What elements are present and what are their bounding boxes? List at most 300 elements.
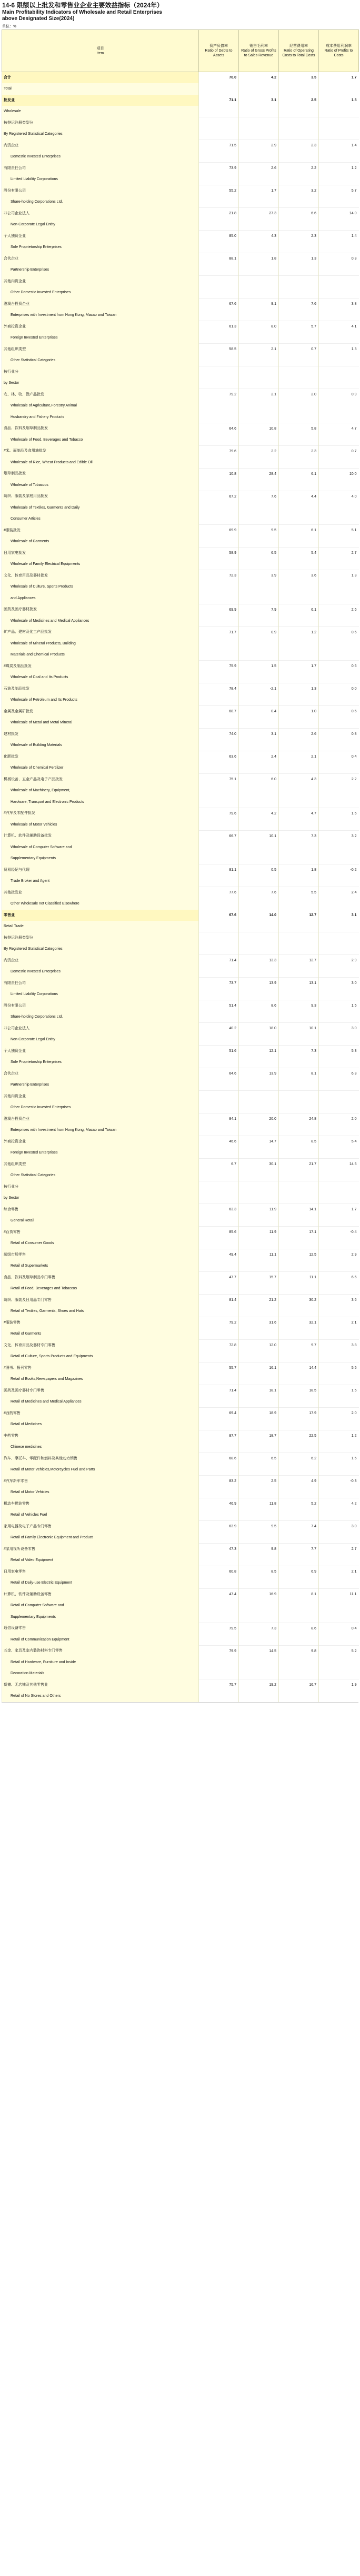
row-label-en: Supplementary Equipments	[2, 1612, 199, 1623]
row-label-en: Retail of Medicines	[2, 1419, 199, 1430]
profit-to-costs-cell	[319, 1328, 359, 1340]
operating-costs-cell	[279, 276, 319, 287]
header-row	[2, 30, 359, 72]
row-label-en: Decoration Materials	[2, 1668, 199, 1679]
profit-to-costs-cell: 3.8	[319, 1340, 359, 1351]
table-row-english-label	[2, 989, 359, 1000]
debt-ratio-cell	[199, 1657, 239, 1668]
operating-costs-cell	[279, 196, 319, 208]
debt-ratio-cell	[199, 1634, 239, 1646]
debt-ratio-cell	[199, 1238, 239, 1249]
table-row	[2, 423, 359, 434]
profit-to-costs-cell: 2.0	[319, 1408, 359, 1419]
row-label-cn: 股份有限公司	[2, 185, 199, 197]
profit-to-costs-cell: 0.9	[319, 389, 359, 401]
table-row-english-label	[2, 898, 359, 910]
row-label-cn: 外商投资企业	[2, 321, 199, 333]
operating-costs-cell	[279, 1306, 319, 1317]
table-row	[2, 231, 359, 242]
row-label-cn: 计算机、软件及辅助设备零售	[2, 1589, 199, 1600]
debt-ratio-cell	[199, 649, 239, 661]
debt-ratio-cell: 61.3	[199, 321, 239, 333]
gross-profit-cell: 21.2	[239, 1295, 279, 1306]
table-row-english-label	[2, 785, 359, 797]
profit-to-costs-cell: 1.7	[319, 72, 359, 84]
operating-costs-cell	[279, 1079, 319, 1091]
gross-profit-cell	[239, 174, 279, 185]
profit-to-costs-cell	[319, 1351, 359, 1362]
table-row-english-label	[2, 1283, 359, 1295]
debt-ratio-cell	[199, 1260, 239, 1272]
table-row-english-label	[2, 1170, 359, 1181]
profit-to-costs-cell	[319, 1192, 359, 1204]
gross-profit-cell	[239, 898, 279, 910]
gross-profit-cell	[239, 1487, 279, 1498]
profit-to-costs-cell: 3.0	[319, 1521, 359, 1533]
gross-profit-cell: 2.1	[239, 344, 279, 355]
debt-ratio-cell	[199, 1034, 239, 1046]
profit-to-costs-cell	[319, 128, 359, 140]
profit-to-costs-cell	[319, 536, 359, 548]
operating-costs-cell	[279, 434, 319, 446]
profit-to-costs-cell: 14.6	[319, 1159, 359, 1170]
gross-profit-cell: 19.2	[239, 1679, 279, 1691]
debt-ratio-cell: 63.9	[199, 1521, 239, 1533]
table-row	[2, 140, 359, 152]
profitability-table	[2, 29, 359, 1702]
table-row-english-label	[2, 264, 359, 276]
gross-profit-cell: 4.3	[239, 231, 279, 242]
gross-profit-cell	[239, 128, 279, 140]
operating-costs-cell	[279, 355, 319, 366]
profit-to-costs-cell: 5.1	[319, 525, 359, 536]
gross-profit-cell	[239, 1215, 279, 1227]
profit-to-costs-cell	[319, 819, 359, 831]
gross-profit-cell: 3.9	[239, 570, 279, 582]
debt-ratio-cell	[199, 898, 239, 910]
gross-profit-cell	[239, 1532, 279, 1544]
row-label-cn: 矿产品、建材及化工产品批发	[2, 626, 199, 638]
row-label-cn: 港澳台投资企业	[2, 1113, 199, 1125]
operating-costs-cell	[279, 151, 319, 163]
gross-profit-cell	[239, 615, 279, 627]
operating-costs-cell: 7.3	[279, 830, 319, 842]
gross-profit-cell	[239, 966, 279, 978]
header-gross-profit	[239, 30, 279, 72]
debt-ratio-cell: 75.9	[199, 661, 239, 672]
debt-ratio-cell: 78.4	[199, 683, 239, 695]
profit-to-costs-cell: 3.2	[319, 830, 359, 842]
row-label-en: Domestic Invested Enterprises	[2, 966, 199, 978]
row-label-en: Retail of Communication Equipment	[2, 1634, 199, 1646]
operating-costs-cell	[279, 219, 319, 231]
gross-profit-cell: 18.0	[239, 1023, 279, 1035]
profit-to-costs-cell	[319, 276, 359, 287]
row-label-en: By Registered Statistical Categories	[2, 943, 199, 955]
gross-profit-cell: 10.8	[239, 423, 279, 434]
row-label-en: Sole Proprietorship Enterprises	[2, 1057, 199, 1068]
profit-to-costs-cell	[319, 1011, 359, 1023]
debt-ratio-cell	[199, 457, 239, 469]
profit-to-costs-cell: -0.4	[319, 1227, 359, 1238]
row-label-en: Trade Broker and Agent	[2, 876, 199, 887]
debt-ratio-cell: 77.6	[199, 887, 239, 899]
debt-ratio-cell: 72.8	[199, 1340, 239, 1351]
gross-profit-cell	[239, 1102, 279, 1113]
operating-costs-cell: 11.1	[279, 1272, 319, 1284]
profit-to-costs-cell	[319, 1091, 359, 1102]
gross-profit-cell	[239, 672, 279, 683]
debt-ratio-cell	[199, 502, 239, 514]
table-row-english-label	[2, 1306, 359, 1317]
row-label-cn: 中药零售	[2, 1430, 199, 1442]
table-row	[2, 683, 359, 695]
table-row-english-label	[2, 1238, 359, 1249]
profit-to-costs-cell	[319, 355, 359, 366]
table-row-english-label	[2, 1034, 359, 1046]
debt-ratio-cell: 40.2	[199, 1023, 239, 1035]
debt-ratio-cell	[199, 1396, 239, 1408]
profit-to-costs-cell: 0.7	[319, 445, 359, 457]
debt-ratio-cell: 55.7	[199, 1362, 239, 1374]
operating-costs-cell: 21.7	[279, 1159, 319, 1170]
table-row-english-label	[2, 1079, 359, 1091]
row-label-cn: 港澳台投资企业	[2, 299, 199, 310]
table-row	[2, 570, 359, 582]
debt-ratio-cell	[199, 921, 239, 932]
profit-to-costs-cell	[319, 196, 359, 208]
debt-ratio-cell	[199, 242, 239, 253]
operating-costs-cell: 1.8	[279, 864, 319, 876]
debt-ratio-cell	[199, 1487, 239, 1498]
row-label-cn: 食品、饮料及烟草制品批发	[2, 423, 199, 434]
table-row-english-label	[2, 242, 359, 253]
operating-costs-cell	[279, 1464, 319, 1476]
header-debt-ratio-en: Ratio of Debts to Assets	[205, 49, 233, 57]
debt-ratio-cell	[199, 819, 239, 831]
table-row	[2, 344, 359, 355]
gross-profit-cell	[239, 536, 279, 548]
row-label-en: Other Wholesale not Classified Elsewhere	[2, 898, 199, 910]
gross-profit-cell	[239, 1125, 279, 1136]
gross-profit-cell	[239, 1192, 279, 1204]
profit-to-costs-cell: 0.6	[319, 626, 359, 638]
debt-ratio-cell: 46.9	[199, 1498, 239, 1510]
gross-profit-cell: 9.1	[239, 299, 279, 310]
gross-profit-cell	[239, 151, 279, 163]
gross-profit-cell	[239, 366, 279, 378]
operating-costs-cell: 1.0	[279, 706, 319, 718]
debt-ratio-cell	[199, 797, 239, 808]
profit-to-costs-cell	[319, 1283, 359, 1295]
gross-profit-cell	[239, 1079, 279, 1091]
row-label-en: Supplementary Equipments	[2, 853, 199, 864]
header-item-cn: 项目	[96, 46, 104, 51]
operating-costs-cell	[279, 1657, 319, 1668]
row-label-en: Wholesale of Metal and Metal Mineral	[2, 717, 199, 729]
debt-ratio-cell	[199, 1419, 239, 1430]
table-row-english-label	[2, 513, 359, 525]
profit-to-costs-cell	[319, 412, 359, 423]
operating-costs-cell: 5.4	[279, 548, 319, 559]
gross-profit-cell	[239, 1577, 279, 1589]
operating-costs-cell: 5.8	[279, 423, 319, 434]
table-row	[2, 548, 359, 559]
profit-to-costs-cell	[319, 717, 359, 729]
gross-profit-cell	[239, 412, 279, 423]
gross-profit-cell: 13.3	[239, 955, 279, 967]
gross-profit-cell	[239, 943, 279, 955]
profit-to-costs-cell	[319, 1657, 359, 1668]
row-label-cn: 化肥批发	[2, 751, 199, 763]
profit-to-costs-cell	[319, 1125, 359, 1136]
operating-costs-cell	[279, 1419, 319, 1430]
header-profit-to-costs-cn: 成本费用利润率	[326, 44, 352, 48]
profit-to-costs-cell: 2.9	[319, 955, 359, 967]
debt-ratio-cell: 60.8	[199, 1566, 239, 1578]
operating-costs-cell	[279, 1690, 319, 1702]
operating-costs-cell: 2.6	[279, 729, 319, 740]
operating-costs-cell: 7.6	[279, 299, 319, 310]
operating-costs-cell: 13.1	[279, 978, 319, 989]
gross-profit-cell: 13.9	[239, 978, 279, 989]
table-row-english-label	[2, 1351, 359, 1362]
operating-costs-cell	[279, 966, 319, 978]
gross-profit-cell	[239, 1034, 279, 1046]
gross-profit-cell	[239, 797, 279, 808]
table-row-english-label	[2, 1260, 359, 1272]
row-label-en: Retail of Motor Vehicles	[2, 1487, 199, 1498]
operating-costs-cell	[279, 762, 319, 774]
operating-costs-cell	[279, 1147, 319, 1159]
operating-costs-cell: 6.1	[279, 525, 319, 536]
profit-to-costs-cell	[319, 1170, 359, 1181]
gross-profit-cell: 1.5	[239, 661, 279, 672]
table-row	[2, 1295, 359, 1306]
gross-profit-cell	[239, 1612, 279, 1623]
table-row	[2, 366, 359, 378]
header-gross-profit-en: Ratio of Gross Profits to Sales Revenue	[241, 49, 276, 57]
table-row-english-label	[2, 966, 359, 978]
debt-ratio-cell	[199, 943, 239, 955]
debt-ratio-cell: 66.7	[199, 830, 239, 842]
table-row	[2, 1000, 359, 1012]
table-row-english-label	[2, 1147, 359, 1159]
profit-to-costs-cell	[319, 559, 359, 570]
profit-to-costs-cell	[319, 1532, 359, 1544]
header-gross-profit-cn: 销售毛利率	[249, 44, 268, 48]
debt-ratio-cell: 51.4	[199, 1000, 239, 1012]
operating-costs-cell	[279, 412, 319, 423]
profit-to-costs-cell: 0.8	[319, 729, 359, 740]
operating-costs-cell	[279, 1487, 319, 1498]
gross-profit-cell	[239, 242, 279, 253]
operating-costs-cell: 12.7	[279, 910, 319, 921]
gross-profit-cell	[239, 276, 279, 287]
debt-ratio-cell	[199, 1079, 239, 1091]
profit-to-costs-cell: 1.5	[319, 1000, 359, 1012]
row-label-cn: 汽车、摩托车、零配件和燃料及其他动力销售	[2, 1453, 199, 1465]
operating-costs-cell	[279, 1215, 319, 1227]
gross-profit-cell	[239, 638, 279, 650]
table-row-english-label	[2, 1419, 359, 1430]
debt-ratio-cell	[199, 412, 239, 423]
table-row-english-label	[2, 1464, 359, 1476]
row-label-en: Retail of Consumer Goods	[2, 1238, 199, 1249]
row-label-en: Retail of Books,Newspapers and Magazines	[2, 1374, 199, 1385]
row-label-cn: 内资企业	[2, 140, 199, 152]
header-operating-costs-cn: 经营费用率	[289, 44, 308, 48]
row-label-en: Enterprises with Investment from Hong Kong, Macao and Taiwan	[2, 310, 199, 321]
profit-to-costs-cell	[319, 1238, 359, 1249]
profit-to-costs-cell	[319, 174, 359, 185]
table-row-english-label	[2, 638, 359, 650]
profit-to-costs-cell	[319, 242, 359, 253]
operating-costs-cell	[279, 1283, 319, 1295]
profit-to-costs-cell: 1.6	[319, 1453, 359, 1465]
operating-costs-cell	[279, 876, 319, 887]
operating-costs-cell: 14.1	[279, 1204, 319, 1216]
table-body	[2, 72, 359, 1702]
gross-profit-cell	[239, 1419, 279, 1430]
debt-ratio-cell	[199, 717, 239, 729]
table-row-english-label	[2, 1396, 359, 1408]
operating-costs-cell	[279, 1238, 319, 1249]
row-label-en: Retail of Video Equipment	[2, 1555, 199, 1566]
debt-ratio-cell: 71.1	[199, 95, 239, 106]
gross-profit-cell	[239, 1464, 279, 1476]
table-row-english-label	[2, 196, 359, 208]
row-label-cn: 机械设备、五金产品及电子产品批发	[2, 774, 199, 785]
row-label-cn: 非公司企业法人	[2, 208, 199, 220]
profit-to-costs-cell	[319, 842, 359, 853]
gross-profit-cell: 8.5	[239, 1566, 279, 1578]
operating-costs-cell	[279, 785, 319, 797]
row-label-cn: 日用家电批发	[2, 548, 199, 559]
debt-ratio-cell	[199, 513, 239, 525]
row-label-en: Retail Trade	[2, 921, 199, 932]
operating-costs-cell: 1.2	[279, 626, 319, 638]
debt-ratio-cell	[199, 400, 239, 412]
row-label-en: Limited Liability Corporations	[2, 989, 199, 1000]
operating-costs-cell	[279, 1634, 319, 1646]
row-label-cn: 其他内资企业	[2, 276, 199, 287]
row-label-en: Retail of Motor Vehicles,Motorcycles Fuel and Parts	[2, 1464, 199, 1476]
operating-costs-cell: 30.2	[279, 1295, 319, 1306]
table-row	[2, 774, 359, 785]
profit-to-costs-cell: 1.4	[319, 231, 359, 242]
gross-profit-cell	[239, 400, 279, 412]
operating-costs-cell	[279, 480, 319, 491]
profit-to-costs-cell	[319, 434, 359, 446]
row-label-cn: 货摊、无店铺及其他零售业	[2, 1679, 199, 1691]
operating-costs-cell	[279, 615, 319, 627]
operating-costs-cell: 1.3	[279, 253, 319, 265]
table-row	[2, 321, 359, 333]
operating-costs-cell	[279, 400, 319, 412]
table-row	[2, 626, 359, 638]
operating-costs-cell	[279, 649, 319, 661]
table-row	[2, 706, 359, 718]
debt-ratio-cell	[199, 174, 239, 185]
profit-to-costs-cell: 2.7	[319, 1544, 359, 1555]
table-row	[2, 253, 359, 265]
table-row-english-label	[2, 842, 359, 853]
gross-profit-cell: 9.5	[239, 525, 279, 536]
gross-profit-cell	[239, 117, 279, 129]
debt-ratio-cell: 47.4	[199, 1589, 239, 1600]
operating-costs-cell: 7.4	[279, 1521, 319, 1533]
table-row-english-label	[2, 1441, 359, 1453]
debt-ratio-cell	[199, 196, 239, 208]
row-label-en: Retail of No Stores and Others	[2, 1690, 199, 1702]
gross-profit-cell: 11.8	[239, 1498, 279, 1510]
operating-costs-cell: 9.8	[279, 1645, 319, 1657]
gross-profit-cell: 18.7	[239, 1430, 279, 1442]
profit-to-costs-cell	[319, 1464, 359, 1476]
debt-ratio-cell	[199, 1125, 239, 1136]
row-label-cn: 计算机、软件及辅助设备批发	[2, 830, 199, 842]
profit-to-costs-cell	[319, 1215, 359, 1227]
row-label-en: Non-Corporate Legal Entity	[2, 219, 199, 231]
profit-to-costs-cell	[319, 672, 359, 683]
row-label-en: General Retail	[2, 1215, 199, 1227]
table-row	[2, 1068, 359, 1080]
row-label-en: Retail of Textiles, Garments, Shoes and Hats	[2, 1306, 199, 1317]
profit-to-costs-cell: 0.0	[319, 683, 359, 695]
gross-profit-cell: 12.0	[239, 1340, 279, 1351]
row-label-en: Partnership Enterprises	[2, 264, 199, 276]
profit-to-costs-cell: 3.6	[319, 1295, 359, 1306]
debt-ratio-cell: 47.7	[199, 1272, 239, 1284]
gross-profit-cell	[239, 1181, 279, 1193]
profit-to-costs-cell	[319, 287, 359, 299]
gross-profit-cell: 7.9	[239, 604, 279, 615]
row-label-en: Retail of Family Electronic Equipment and Product	[2, 1532, 199, 1544]
row-label-en: Retail of Vehicles Fuel	[2, 1509, 199, 1521]
table-row	[2, 1272, 359, 1284]
row-label-en: Retail of Supermarkets	[2, 1260, 199, 1272]
profit-to-costs-cell	[319, 1260, 359, 1272]
operating-costs-cell	[279, 83, 319, 95]
gross-profit-cell: 16.9	[239, 1589, 279, 1600]
debt-ratio-cell	[199, 966, 239, 978]
table-row-english-label	[2, 1690, 359, 1702]
profit-to-costs-cell: 2.4	[319, 887, 359, 899]
debt-ratio-cell	[199, 740, 239, 751]
gross-profit-cell	[239, 1441, 279, 1453]
table-row	[2, 1544, 359, 1555]
profit-to-costs-cell	[319, 219, 359, 231]
profit-to-costs-cell: 5.2	[319, 1645, 359, 1657]
debt-ratio-cell: 71.4	[199, 1385, 239, 1397]
debt-ratio-cell: 79.6	[199, 808, 239, 819]
table-row	[2, 1340, 359, 1351]
operating-costs-cell	[279, 1192, 319, 1204]
debt-ratio-cell: 58.5	[199, 344, 239, 355]
gross-profit-cell: 4.2	[239, 808, 279, 819]
gross-profit-cell: 11.1	[239, 1249, 279, 1261]
profit-to-costs-cell: 1.3	[319, 344, 359, 355]
profit-to-costs-cell	[319, 1306, 359, 1317]
debt-ratio-cell	[199, 366, 239, 378]
row-label-cn: 通信设备零售	[2, 1623, 199, 1634]
table-row	[2, 1645, 359, 1657]
row-label-cn: 股份有限公司	[2, 1000, 199, 1012]
title-chinese: 14-6 限额以上批发和零售业企业主要效益指标（2024年）	[2, 2, 164, 9]
table-row	[2, 1453, 359, 1465]
profit-to-costs-cell	[319, 694, 359, 706]
